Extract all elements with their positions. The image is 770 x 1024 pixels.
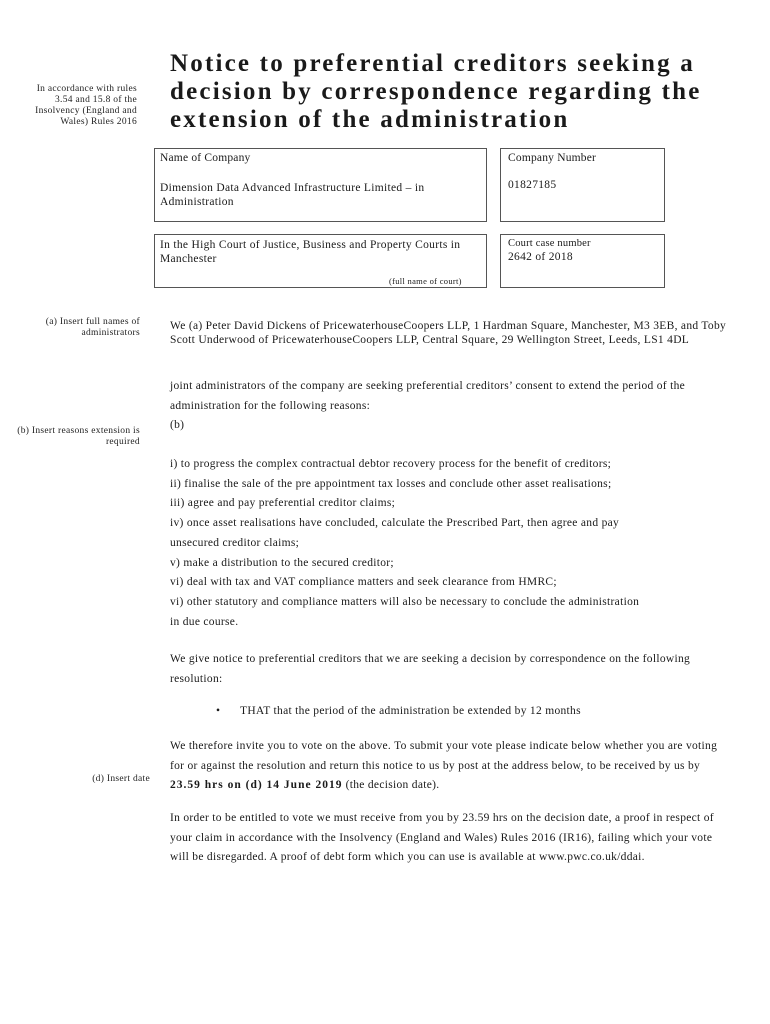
joint-paragraph: joint administrators of the company are seeking preferential creditors’ consent to extend the period of the administration for the following reasons: — [170, 380, 686, 412]
company-name-box — [154, 148, 487, 222]
court-name-box — [154, 234, 487, 288]
list-item: vi) other statutory and compliance matters will also be necessary to conclude the administration — [170, 595, 640, 608]
court-case-box — [500, 234, 665, 288]
reasons-list — [170, 455, 730, 632]
resolution-text: THAT that the period of the administration be extended by 12 months — [240, 705, 581, 717]
list-item: ii) finalise the sale of the pre appointment tax losses and conclude other asset realisations; — [170, 477, 612, 490]
side-note-d: (d) Insert date — [92, 774, 150, 784]
side-note-b: (b) Insert reasons extension is required — [17, 426, 140, 447]
resolution-item — [216, 705, 581, 717]
vote-text-end: (the decision date). — [342, 779, 440, 791]
company-name-label: Name of Company — [160, 152, 251, 164]
company-number-label: Company Number — [508, 152, 597, 164]
vote-text: We therefore invite you to vote on the above. To submit your vote please indicate below whether you are voting for or against the resolution and return this notice to us by post at the address below, to be received by us by — [170, 740, 718, 772]
list-item: unsecured creditor claims; — [170, 536, 300, 549]
vote-paragraph — [170, 737, 730, 796]
bullet-icon: • — [216, 705, 221, 717]
reasons-marker: (b) — [170, 419, 185, 431]
court-case-value: 2642 of 2018 — [508, 251, 573, 263]
administrators-paragraph: We (a) Peter David Dickens of PricewaterhouseCoopers LLP, 1 Hardman Square, Manchester, M3 3EB, and Toby Scott Underwood of PricewaterhouseCoopers LLP, Central Square, 29 Wellington Street, Leeds, LS1 4DL — [170, 320, 727, 346]
list-item: in due course. — [170, 615, 239, 628]
company-number-value: 01827185 — [508, 179, 557, 191]
court-case-label: Court case number — [508, 238, 591, 249]
rules-side-note: In accordance with rules 3.54 and 15.8 of the Insolvency (England and Wales) Rules 2016 — [35, 84, 137, 127]
list-item: vi) deal with tax and VAT compliance matters and seek clearance from HMRC; — [170, 576, 557, 589]
court-name-caption: (full name of court) — [389, 276, 462, 286]
page-title: Notice to preferential creditors seeking a decision by correspondence regarding the extension of the administration — [170, 50, 702, 133]
notice-paragraph: We give notice to preferential creditors that we are seeking a decision by correspondence on the following resolution: — [170, 653, 691, 685]
list-item: iv) once asset realisations have concluded, calculate the Prescribed Part, then agree and pay — [170, 517, 620, 530]
entitlement-paragraph: In order to be entitled to vote we must receive from you by 23.59 hrs on the decision date, a proof in respect of your claim in accordance with the Insolvency (England and Wales) Rules 2016 (IR16), failing which your vote will be disregarded. A proof of debt form which you can use is available at www.pwc.co.uk/ddai. — [170, 812, 714, 863]
company-number-box — [500, 148, 665, 222]
list-item: i) to progress the complex contractual debtor recovery process for the benefit of creditors; — [170, 458, 612, 470]
court-name-value: In the High Court of Justice, Business and Property Courts in Manchester — [160, 239, 461, 265]
decision-deadline: 23.59 hrs on (d) 14 June 2019 — [170, 779, 343, 791]
list-item: iii) agree and pay preferential creditor claims; — [170, 497, 396, 510]
list-item: v) make a distribution to the secured creditor; — [170, 556, 394, 569]
company-name-value: Dimension Data Advanced Infrastructure Limited – in Administration — [160, 182, 425, 208]
side-note-a: (a) Insert full names of administrators — [45, 317, 140, 338]
